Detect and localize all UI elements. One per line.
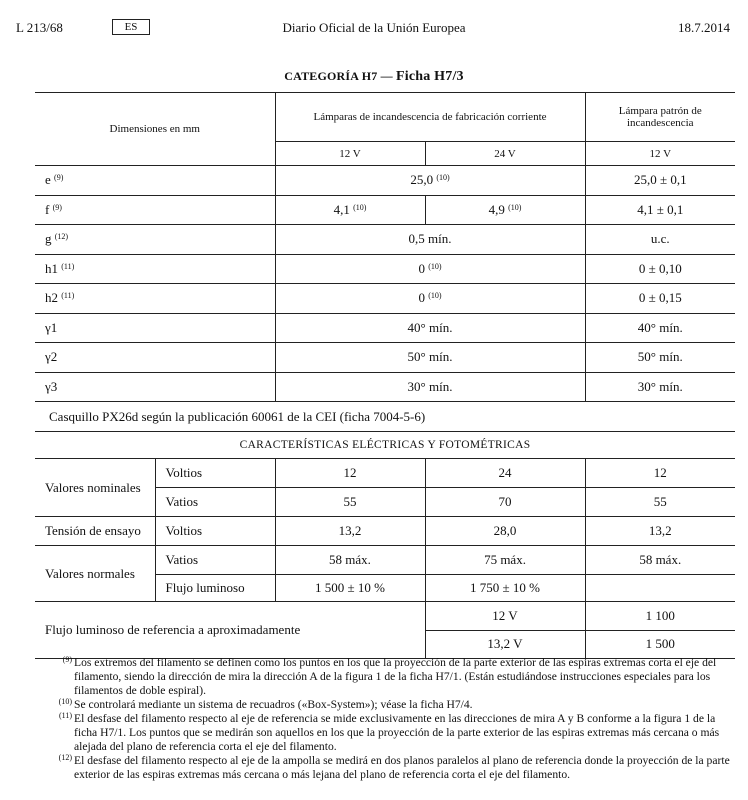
page-reference: L 213/68	[16, 20, 63, 35]
test-voltage-row	[35, 517, 735, 546]
dims-label: Dimensiones en mm	[35, 93, 275, 166]
standard-value-cell: 4,1 ± 0,1	[585, 195, 735, 225]
dimension-name: h1	[45, 260, 58, 276]
reference-flux-label: Flujo luminoso de referencia a aproximadamente	[35, 602, 425, 659]
footnote-ref: (10)	[353, 202, 367, 212]
voltage-24-header: 24 V	[425, 142, 585, 166]
dimension-row	[35, 254, 735, 284]
footnote-ref: (12)	[54, 232, 69, 242]
reference-lumen-cell: 1 100	[585, 602, 735, 631]
reference-voltage-cell: 12 V	[425, 602, 585, 631]
unit-label: Vatios	[155, 488, 275, 517]
value-cell: 28,0	[425, 517, 585, 546]
value-24v-cell: 4,9 $^{(10)}$	[425, 195, 585, 225]
page-title	[0, 69, 748, 85]
footnote-text: El desfase del filamento respecto al eje de referencia se mide exclusivamente en las direcciones de mira A y B conforme a la figura 1 de la ficha H7/1. Los puntos que se medirán son aquellos en los que la proyección de la parte exterior de las espiras extremas más cercana o más alejada del plano de referencia corta el eje del filamento.	[74, 712, 720, 753]
dimension-name: h2	[45, 290, 58, 306]
value-cell: 12	[585, 459, 735, 488]
value-12v-cell: 4,1 $^{(10)}$	[275, 195, 425, 225]
value-cell: 75 máx.	[425, 546, 585, 575]
dimension-label-cell	[35, 372, 275, 402]
normal-value-cell: 0 $^{(10)}$	[275, 284, 585, 314]
unit-label: Voltios	[155, 459, 275, 488]
value-cell: 58 máx.	[585, 546, 735, 575]
normal-values-label: Valores normales	[35, 546, 155, 602]
dimension-label-cell	[35, 254, 275, 284]
value-cell: 1 500 ± 10 %	[275, 575, 425, 602]
standard-value-cell: 50° mín.	[585, 343, 735, 373]
value-cell: 12	[275, 459, 425, 488]
dimension-name: γ3	[45, 378, 58, 394]
standard-value-cell: 0 ± 0,15	[585, 284, 735, 314]
electrical-title-row	[35, 432, 735, 459]
footnotes	[50, 656, 730, 782]
footnote	[50, 656, 730, 698]
normal-watts-row	[35, 546, 735, 575]
voltage-12-header: 12 V	[275, 142, 425, 166]
dimension-name: γ1	[45, 319, 58, 335]
standard-value-cell: 40° mín.	[585, 313, 735, 343]
electrical-section-title: CARACTERÍSTICAS ELÉCTRICAS Y FOTOMÉTRICAS	[35, 432, 735, 459]
value-cell: 58 máx.	[275, 546, 425, 575]
standard-value-cell: 25,0 ± 0,1	[585, 166, 735, 196]
dims-header-row	[35, 93, 735, 142]
nominal-volts-row	[35, 459, 735, 488]
nominal-values-label: Valores nominales	[35, 459, 155, 517]
standard-value-cell: 0 ± 0,10	[585, 254, 735, 284]
footnote-marker: (10)	[58, 697, 72, 706]
reference-lumen-cell: 1 500	[585, 630, 735, 659]
group-normal-header: Lámparas de incandescencia de fabricación corriente	[275, 93, 585, 142]
reference-flux-row	[35, 602, 735, 631]
footnote	[50, 712, 730, 754]
dimension-label-cell	[35, 343, 275, 373]
value-cell: 1 750 ± 10 %	[425, 575, 585, 602]
footnote-ref: (10)	[508, 202, 522, 212]
footnote-marker: (12)	[58, 753, 72, 762]
value-cell: 13,2	[275, 517, 425, 546]
standard-value-cell: u.c.	[585, 225, 735, 255]
footnote-ref: (11)	[61, 261, 75, 271]
dimension-name: e	[45, 172, 51, 188]
normal-value-cell: 0,5 mín.	[275, 225, 585, 255]
dimension-row	[35, 195, 735, 225]
dimension-row	[35, 343, 735, 373]
value-cell: 24	[425, 459, 585, 488]
footnote-ref: (11)	[61, 291, 75, 301]
footnote-text: El desfase del filamento respecto al eje de la ampolla se medirá en dos planos paralelos al plano de referencia donde la proyección de la parte exterior de las espiras extremas más cercana o más lejana del plano de referencia corta el eje del filamento.	[74, 754, 730, 781]
group-standard-header: Lámpara patrón de incandescencia	[585, 93, 735, 142]
unit-label: Flujo luminoso	[155, 575, 275, 602]
footnote-ref: (10)	[428, 291, 442, 301]
dimension-label-cell	[35, 195, 275, 225]
dimension-row	[35, 372, 735, 402]
journal-title: Diario Oficial de la Unión Europea	[282, 20, 466, 35]
footnote	[50, 754, 730, 782]
dimension-row	[35, 284, 735, 314]
reference-voltage-cell: 13,2 V	[425, 630, 585, 659]
dimension-label-cell	[35, 313, 275, 343]
footnote	[50, 698, 730, 712]
value-cell: 55	[275, 488, 425, 517]
dimension-row	[35, 166, 735, 196]
unit-label: Vatios	[155, 546, 275, 575]
value-cell: 55	[585, 488, 735, 517]
footnote-marker: (9)	[62, 655, 72, 664]
footnote-marker: (11)	[58, 711, 72, 720]
normal-value-cell: 0 $^{(10)}$	[275, 254, 585, 284]
footnote-ref: (10)	[436, 173, 450, 183]
standard-value-cell: 30° mín.	[585, 372, 735, 402]
normal-value-cell: 30° mín.	[275, 372, 585, 402]
dimension-row	[35, 313, 735, 343]
normal-value-cell: 50° mín.	[275, 343, 585, 373]
footnote-ref: (10)	[428, 261, 442, 271]
voltage-12-standard-header: 12 V	[585, 142, 735, 166]
unit-label: Voltios	[155, 517, 275, 546]
cap-text: Casquillo PX26d según la publicación 60061 de la CEI (ficha 7004-5-6)	[35, 402, 735, 432]
sheet-label: Ficha H7/3	[396, 69, 464, 84]
specification-table	[35, 92, 735, 659]
dimension-label-cell	[35, 225, 275, 255]
dimension-label-cell	[35, 166, 275, 196]
category-label: CATEGORÍA H7 —	[284, 69, 397, 83]
dimension-row	[35, 225, 735, 255]
dimension-name: g	[45, 231, 52, 247]
footnote-text: Se controlará mediante un sistema de recuadros («Box-System»); véase la ficha H7/4.	[74, 698, 473, 711]
value-cell: 70	[425, 488, 585, 517]
footnote-ref: (9)	[52, 202, 62, 212]
dimension-name: f	[45, 201, 50, 217]
publication-date: 18.7.2014	[678, 20, 730, 35]
test-voltage-label: Tensión de ensayo	[35, 517, 155, 546]
normal-value-cell: 40° mín.	[275, 313, 585, 343]
value-cell: 13,2	[585, 517, 735, 546]
normal-value-cell: 25,0 $^{(10)}$	[275, 166, 585, 196]
value-cell	[585, 575, 735, 602]
dimension-name: γ2	[45, 349, 58, 365]
language-badge: ES	[112, 19, 150, 35]
cap-row	[35, 402, 735, 432]
footnote-text: Los extremos del filamento se definen como los puntos en los que la proyección de la parte exterior de las espiras extremas corta el eje del filamento, siendo la dirección de mira la dirección A de la figura 1 de la ficha H7/1. (Están estudiándose instrucciones especiales para los filamentos de doble espiral).	[74, 656, 717, 697]
dimension-label-cell	[35, 284, 275, 314]
footnote-ref: (9)	[54, 173, 64, 183]
